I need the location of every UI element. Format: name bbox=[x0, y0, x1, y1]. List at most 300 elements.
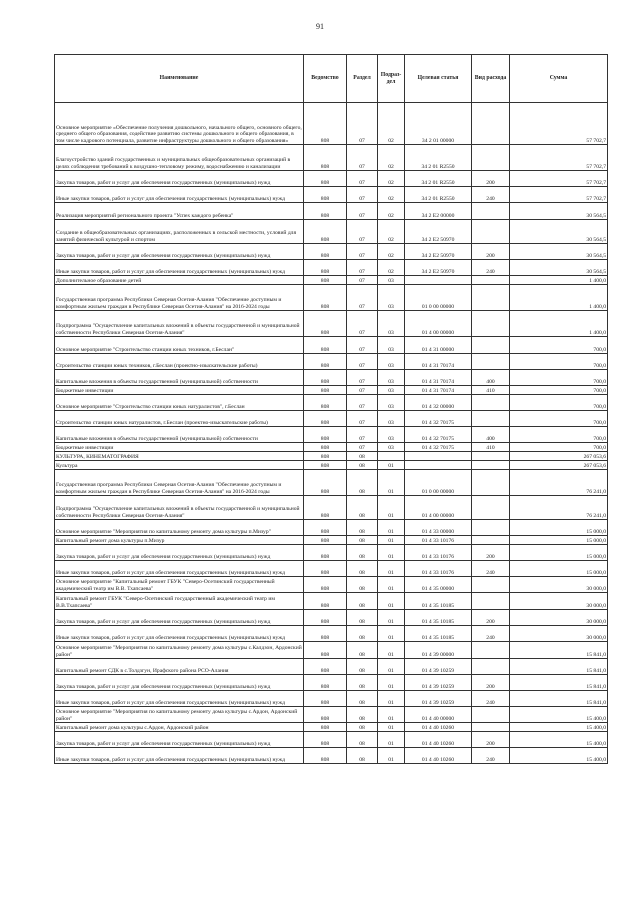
row-amount: 57 702,7 bbox=[510, 171, 608, 187]
table-row bbox=[55, 395, 608, 411]
row-section: 07 bbox=[347, 370, 378, 386]
table-row bbox=[55, 748, 608, 764]
row-subsection: 03 bbox=[378, 386, 405, 395]
row-department: 808 bbox=[304, 675, 347, 691]
row-name: Строительство станции юных техников, г.Беслан (проектно-изыскательские работы) bbox=[55, 354, 304, 370]
row-name: Капитальные вложения в объекты государственной (муниципальной) собственности bbox=[55, 370, 304, 386]
row-target-article: 01 4 40 10260 bbox=[405, 748, 472, 764]
row-expense-kind bbox=[472, 593, 510, 610]
row-expense-kind bbox=[472, 496, 510, 520]
row-amount: 57 702,7 bbox=[510, 145, 608, 171]
row-target-article: 01 4 35 10185 bbox=[405, 626, 472, 642]
row-subsection: 02 bbox=[378, 171, 405, 187]
table-row bbox=[55, 691, 608, 707]
row-target-article: 01 0 00 00000 bbox=[405, 470, 472, 496]
row-expense-kind bbox=[472, 577, 510, 593]
row-section: 08 bbox=[347, 707, 378, 723]
row-section: 08 bbox=[347, 642, 378, 659]
row-department: 808 bbox=[304, 470, 347, 496]
row-expense-kind: 410 bbox=[472, 386, 510, 395]
row-name: Создание в общеобразовательных организациях, расположенных в сельской местности, условий для занятий физической культурой и спортом bbox=[55, 220, 304, 244]
table-row bbox=[55, 675, 608, 691]
table-row bbox=[55, 337, 608, 354]
row-expense-kind bbox=[472, 276, 510, 285]
row-subsection: 01 bbox=[378, 675, 405, 691]
row-amount: 1 400,0 bbox=[510, 311, 608, 337]
table-row bbox=[55, 285, 608, 311]
row-department: 808 bbox=[304, 452, 347, 461]
row-amount: 15 400,0 bbox=[510, 732, 608, 748]
row-target-article: 01 4 33 00000 bbox=[405, 520, 472, 536]
row-department: 808 bbox=[304, 461, 347, 470]
row-expense-kind: 200 bbox=[472, 171, 510, 187]
row-expense-kind: 200 bbox=[472, 545, 510, 561]
row-section: 07 bbox=[347, 220, 378, 244]
header-target-article: Целевая статья bbox=[405, 55, 472, 103]
row-name: Иные закупки товаров, работ и услуг для обеспечения государственных (муниципальных) нужд bbox=[55, 626, 304, 642]
row-expense-kind bbox=[472, 723, 510, 732]
table-row bbox=[55, 536, 608, 545]
table-row bbox=[55, 723, 608, 732]
table-row bbox=[55, 496, 608, 520]
row-target-article: 01 4 31 70174 bbox=[405, 386, 472, 395]
row-section: 08 bbox=[347, 593, 378, 610]
table-row bbox=[55, 220, 608, 244]
row-amount: 15 000,0 bbox=[510, 520, 608, 536]
row-target-article bbox=[405, 452, 472, 461]
row-amount: 30 564,5 bbox=[510, 260, 608, 276]
row-subsection: 01 bbox=[378, 520, 405, 536]
row-target-article: 01 4 00 00000 bbox=[405, 311, 472, 337]
table-row bbox=[55, 561, 608, 577]
row-subsection: 03 bbox=[378, 276, 405, 285]
row-subsection: 02 bbox=[378, 260, 405, 276]
row-department: 808 bbox=[304, 707, 347, 723]
row-amount: 30 564,5 bbox=[510, 220, 608, 244]
table-row bbox=[55, 103, 608, 145]
row-target-article: 34 2 01 R2550 bbox=[405, 171, 472, 187]
row-section: 07 bbox=[347, 244, 378, 260]
row-subsection: 01 bbox=[378, 593, 405, 610]
row-department: 808 bbox=[304, 103, 347, 145]
row-section: 07 bbox=[347, 103, 378, 145]
row-subsection: 01 bbox=[378, 732, 405, 748]
row-name: Бюджетные инвестиции bbox=[55, 443, 304, 452]
row-subsection: 03 bbox=[378, 285, 405, 311]
table-row bbox=[55, 311, 608, 337]
row-department: 808 bbox=[304, 691, 347, 707]
row-name: Основное мероприятие "Мероприятия по капитальному ремонту дома культуры с.Ардон, Ардонский район" bbox=[55, 707, 304, 723]
row-expense-kind bbox=[472, 311, 510, 337]
row-department: 808 bbox=[304, 610, 347, 626]
row-section: 08 bbox=[347, 496, 378, 520]
row-department: 808 bbox=[304, 496, 347, 520]
row-section: 07 bbox=[347, 354, 378, 370]
row-amount: 15 841,0 bbox=[510, 691, 608, 707]
table-row bbox=[55, 659, 608, 675]
row-target-article: 01 4 39 10259 bbox=[405, 659, 472, 675]
row-amount: 15 400,0 bbox=[510, 707, 608, 723]
row-section: 07 bbox=[347, 187, 378, 203]
row-target-article bbox=[405, 461, 472, 470]
row-expense-kind: 240 bbox=[472, 187, 510, 203]
row-department: 808 bbox=[304, 354, 347, 370]
row-subsection: 01 bbox=[378, 545, 405, 561]
row-amount: 267 053,6 bbox=[510, 461, 608, 470]
row-department: 808 bbox=[304, 427, 347, 443]
row-target-article: 34 2 01 R2550 bbox=[405, 187, 472, 203]
row-department: 808 bbox=[304, 626, 347, 642]
row-expense-kind bbox=[472, 520, 510, 536]
table-row bbox=[55, 642, 608, 659]
row-department: 808 bbox=[304, 561, 347, 577]
row-expense-kind bbox=[472, 452, 510, 461]
row-section: 08 bbox=[347, 610, 378, 626]
row-subsection: 02 bbox=[378, 203, 405, 220]
row-target-article: 34 2 01 00000 bbox=[405, 103, 472, 145]
row-subsection: 01 bbox=[378, 610, 405, 626]
table-row bbox=[55, 370, 608, 386]
row-department: 808 bbox=[304, 337, 347, 354]
table-row bbox=[55, 470, 608, 496]
row-name: Капитальный ремонт дома культуры п.Мизур bbox=[55, 536, 304, 545]
table-row bbox=[55, 707, 608, 723]
row-target-article: 01 4 32 00000 bbox=[405, 395, 472, 411]
row-amount: 57 702,7 bbox=[510, 103, 608, 145]
row-name: Подпрограмма "Осуществление капитальных вложений в объекты государственной и муниципальной собственности Республики Северная Осетия-Алания" bbox=[55, 496, 304, 520]
table-row bbox=[55, 187, 608, 203]
row-section: 08 bbox=[347, 561, 378, 577]
row-expense-kind bbox=[472, 536, 510, 545]
row-name: Реализация мероприятий регионального проекта "Успех каждого ребенка" bbox=[55, 203, 304, 220]
row-expense-kind: 240 bbox=[472, 691, 510, 707]
row-section: 07 bbox=[347, 171, 378, 187]
row-target-article: 34 2 E2 50970 bbox=[405, 244, 472, 260]
row-expense-kind: 200 bbox=[472, 610, 510, 626]
row-expense-kind: 240 bbox=[472, 561, 510, 577]
row-amount: 700,0 bbox=[510, 354, 608, 370]
row-department: 808 bbox=[304, 220, 347, 244]
row-target-article: 01 4 35 00000 bbox=[405, 577, 472, 593]
row-target-article: 01 4 33 10176 bbox=[405, 536, 472, 545]
row-target-article: 01 4 39 10259 bbox=[405, 675, 472, 691]
row-amount: 15 841,0 bbox=[510, 642, 608, 659]
row-subsection: 03 bbox=[378, 427, 405, 443]
row-name: Иные закупки товаров, работ и услуг для обеспечения государственных (муниципальных) нужд bbox=[55, 748, 304, 764]
row-department: 808 bbox=[304, 145, 347, 171]
row-name: Основное мероприятие "Мероприятия по капитальному ремонту дома культуры с.Калдзон, Ардонский район" bbox=[55, 642, 304, 659]
row-target-article: 01 4 40 00000 bbox=[405, 707, 472, 723]
row-department: 808 bbox=[304, 187, 347, 203]
row-amount: 700,0 bbox=[510, 395, 608, 411]
row-section: 08 bbox=[347, 675, 378, 691]
row-section: 07 bbox=[347, 411, 378, 427]
table-row bbox=[55, 461, 608, 470]
row-subsection: 01 bbox=[378, 496, 405, 520]
table-row bbox=[55, 577, 608, 593]
row-target-article: 01 4 31 70174 bbox=[405, 354, 472, 370]
row-amount: 267 053,6 bbox=[510, 452, 608, 461]
row-department: 808 bbox=[304, 370, 347, 386]
row-amount: 700,0 bbox=[510, 427, 608, 443]
row-target-article: 01 4 32 70175 bbox=[405, 443, 472, 452]
table-row bbox=[55, 411, 608, 427]
row-section: 07 bbox=[347, 443, 378, 452]
row-subsection: 01 bbox=[378, 659, 405, 675]
row-expense-kind bbox=[472, 285, 510, 311]
row-amount: 76 241,0 bbox=[510, 496, 608, 520]
row-section: 08 bbox=[347, 536, 378, 545]
row-name: Основное мероприятие "Мероприятия по капитальному ремонту дома культуры п.Мизур" bbox=[55, 520, 304, 536]
row-target-article: 01 4 31 00000 bbox=[405, 337, 472, 354]
table-row bbox=[55, 203, 608, 220]
row-name: Капитальный ремонт дома культуры с.Ардон, Ардонский район bbox=[55, 723, 304, 732]
page-number: 91 bbox=[316, 22, 324, 31]
row-name: Благоустройство зданий государственных и муниципальных общеобразовательных организаций в целях соблюдения требований к воздушно-тепловому режиму, водоснабжению и канализации bbox=[55, 145, 304, 171]
row-amount: 30 000,0 bbox=[510, 593, 608, 610]
row-amount: 15 400,0 bbox=[510, 748, 608, 764]
row-target-article: 01 4 00 00000 bbox=[405, 496, 472, 520]
row-department: 808 bbox=[304, 443, 347, 452]
row-section: 07 bbox=[347, 427, 378, 443]
row-department: 808 bbox=[304, 285, 347, 311]
row-subsection: 02 bbox=[378, 244, 405, 260]
row-amount: 15 000,0 bbox=[510, 561, 608, 577]
row-section: 07 bbox=[347, 145, 378, 171]
row-subsection: 03 bbox=[378, 443, 405, 452]
row-amount: 1 400,0 bbox=[510, 276, 608, 285]
table-row bbox=[55, 386, 608, 395]
row-target-article: 01 4 39 00000 bbox=[405, 642, 472, 659]
row-department: 808 bbox=[304, 577, 347, 593]
row-amount: 30 000,0 bbox=[510, 610, 608, 626]
row-subsection: 01 bbox=[378, 723, 405, 732]
row-target-article: 01 4 32 70175 bbox=[405, 411, 472, 427]
row-amount: 15 000,0 bbox=[510, 536, 608, 545]
row-section: 08 bbox=[347, 659, 378, 675]
row-expense-kind: 240 bbox=[472, 748, 510, 764]
row-amount: 1 400,0 bbox=[510, 285, 608, 311]
table-row bbox=[55, 626, 608, 642]
row-subsection: 03 bbox=[378, 411, 405, 427]
row-target-article: 01 0 00 00000 bbox=[405, 285, 472, 311]
row-section: 07 bbox=[347, 337, 378, 354]
row-expense-kind bbox=[472, 411, 510, 427]
row-department: 808 bbox=[304, 593, 347, 610]
table-row bbox=[55, 593, 608, 610]
row-target-article: 01 4 40 10260 bbox=[405, 732, 472, 748]
row-name: Иные закупки товаров, работ и услуг для обеспечения государственных (муниципальных) нужд bbox=[55, 691, 304, 707]
row-section: 08 bbox=[347, 748, 378, 764]
table-row bbox=[55, 520, 608, 536]
row-expense-kind: 400 bbox=[472, 370, 510, 386]
row-expense-kind bbox=[472, 395, 510, 411]
table-row bbox=[55, 171, 608, 187]
row-name: КУЛЬТУРА, КИНЕМАТОГРАФИЯ bbox=[55, 452, 304, 461]
row-subsection bbox=[378, 452, 405, 461]
row-name: Закупка товаров, работ и услуг для обеспечения государственных (муниципальных) нужд bbox=[55, 732, 304, 748]
row-amount: 700,0 bbox=[510, 386, 608, 395]
row-department: 808 bbox=[304, 395, 347, 411]
row-section: 07 bbox=[347, 276, 378, 285]
row-expense-kind bbox=[472, 461, 510, 470]
row-department: 808 bbox=[304, 748, 347, 764]
row-subsection: 03 bbox=[378, 311, 405, 337]
row-name: Подпрограмма "Осуществление капитальных вложений в объекты государственной и муниципальной собственности Республики Северная Осетия-Алания" bbox=[55, 311, 304, 337]
row-department: 808 bbox=[304, 545, 347, 561]
row-expense-kind bbox=[472, 354, 510, 370]
row-expense-kind bbox=[472, 220, 510, 244]
row-section: 07 bbox=[347, 311, 378, 337]
row-target-article: 34 2 E2 50970 bbox=[405, 260, 472, 276]
row-name: Закупка товаров, работ и услуг для обеспечения государственных (муниципальных) нужд bbox=[55, 244, 304, 260]
row-target-article: 34 2 E2 50970 bbox=[405, 220, 472, 244]
row-subsection: 01 bbox=[378, 748, 405, 764]
row-name: Бюджетные инвестиции bbox=[55, 386, 304, 395]
row-target-article: 34 2 E2 00000 bbox=[405, 203, 472, 220]
row-name: Основное мероприятие «Обеспечение получения дошкольного, начального общего, основного общего, среднего общего образования, содействие развитию системы дошкольного и общего образования, в том числе кадрового потенциала, развитие инфраструктуры дошкольного и общего образования» bbox=[55, 103, 304, 145]
row-department: 808 bbox=[304, 536, 347, 545]
row-department: 808 bbox=[304, 171, 347, 187]
row-section: 08 bbox=[347, 461, 378, 470]
header-department: Ведомство bbox=[304, 55, 347, 103]
row-name: Государственная программа Республики Северная Осетия-Алания "Обеспечение доступным и комфортным жильем граждан в Республике Северная Осетия-Алания" на 2016-2024 годы bbox=[55, 470, 304, 496]
row-department: 808 bbox=[304, 244, 347, 260]
row-subsection: 03 bbox=[378, 354, 405, 370]
budget-table bbox=[54, 54, 608, 764]
row-section: 08 bbox=[347, 691, 378, 707]
row-subsection: 01 bbox=[378, 626, 405, 642]
row-section: 07 bbox=[347, 285, 378, 311]
row-section: 08 bbox=[347, 520, 378, 536]
row-target-article: 01 4 31 70174 bbox=[405, 370, 472, 386]
row-target-article: 01 4 33 10176 bbox=[405, 545, 472, 561]
row-name: Основное мероприятие "Строительство станции юных натуралистов", г.Беслан bbox=[55, 395, 304, 411]
row-expense-kind bbox=[472, 642, 510, 659]
row-subsection: 03 bbox=[378, 337, 405, 354]
row-department: 808 bbox=[304, 260, 347, 276]
row-name: Основное мероприятие "Капитальный ремонт ГБУК "Северо-Осетинский государственный академический театр им В.В. Тхапсаева" bbox=[55, 577, 304, 593]
row-section: 08 bbox=[347, 577, 378, 593]
row-expense-kind bbox=[472, 337, 510, 354]
row-expense-kind bbox=[472, 103, 510, 145]
row-department: 808 bbox=[304, 311, 347, 337]
row-section: 07 bbox=[347, 203, 378, 220]
row-expense-kind bbox=[472, 145, 510, 171]
row-section: 08 bbox=[347, 470, 378, 496]
row-subsection: 03 bbox=[378, 370, 405, 386]
table-row bbox=[55, 452, 608, 461]
row-name: Иные закупки товаров, работ и услуг для обеспечения государственных (муниципальных) нужд bbox=[55, 260, 304, 276]
row-name: Культура bbox=[55, 461, 304, 470]
row-subsection: 01 bbox=[378, 691, 405, 707]
row-target-article bbox=[405, 276, 472, 285]
row-amount: 700,0 bbox=[510, 411, 608, 427]
row-subsection: 01 bbox=[378, 561, 405, 577]
row-section: 08 bbox=[347, 626, 378, 642]
row-subsection: 02 bbox=[378, 187, 405, 203]
row-name: Закупка товаров, работ и услуг для обеспечения государственных (муниципальных) нужд bbox=[55, 171, 304, 187]
row-expense-kind: 240 bbox=[472, 626, 510, 642]
table-row bbox=[55, 260, 608, 276]
row-amount: 15 841,0 bbox=[510, 659, 608, 675]
row-subsection: 02 bbox=[378, 103, 405, 145]
row-expense-kind bbox=[472, 203, 510, 220]
row-amount: 30 000,0 bbox=[510, 577, 608, 593]
row-expense-kind: 200 bbox=[472, 675, 510, 691]
row-amount: 30 000,0 bbox=[510, 626, 608, 642]
row-target-article: 01 4 32 70175 bbox=[405, 427, 472, 443]
row-name: Капитальный ремонт ГБУК "Северо-Осетинский государственный академический театр им В.В.Тхапсаева" bbox=[55, 593, 304, 610]
row-expense-kind: 200 bbox=[472, 244, 510, 260]
row-target-article: 01 4 40 10260 bbox=[405, 723, 472, 732]
row-section: 07 bbox=[347, 260, 378, 276]
row-name: Иные закупки товаров, работ и услуг для обеспечения государственных (муниципальных) нужд bbox=[55, 187, 304, 203]
row-section: 07 bbox=[347, 386, 378, 395]
row-name: Основное мероприятие "Строительство станции юных техников, г.Беслан" bbox=[55, 337, 304, 354]
row-target-article: 01 4 35 10185 bbox=[405, 610, 472, 626]
row-amount: 700,0 bbox=[510, 337, 608, 354]
row-department: 808 bbox=[304, 659, 347, 675]
header-name: Наименование bbox=[55, 55, 304, 103]
row-name: Строительство станции юных натуралистов, г.Беслан (проектно-изыскательские работы) bbox=[55, 411, 304, 427]
header-section: Раздел bbox=[347, 55, 378, 103]
row-name: Капитальные вложения в объекты государственной (муниципальной) собственности bbox=[55, 427, 304, 443]
row-subsection: 01 bbox=[378, 642, 405, 659]
row-subsection: 02 bbox=[378, 220, 405, 244]
row-amount: 15 400,0 bbox=[510, 723, 608, 732]
table-row bbox=[55, 427, 608, 443]
row-section: 08 bbox=[347, 545, 378, 561]
row-expense-kind: 410 bbox=[472, 443, 510, 452]
table-row bbox=[55, 545, 608, 561]
row-amount: 57 702,7 bbox=[510, 187, 608, 203]
row-subsection: 01 bbox=[378, 536, 405, 545]
row-department: 808 bbox=[304, 520, 347, 536]
table-row bbox=[55, 145, 608, 171]
row-name: Государственная программа Республики Северная Осетия-Алания "Обеспечение доступным и комфортным жильем граждан в Республике Северная Осетия-Алания" на 2016-2024 годы bbox=[55, 285, 304, 311]
row-amount: 700,0 bbox=[510, 443, 608, 452]
row-name: Закупка товаров, работ и услуг для обеспечения государственных (муниципальных) нужд bbox=[55, 675, 304, 691]
row-amount: 30 564,5 bbox=[510, 244, 608, 260]
row-amount: 15 841,0 bbox=[510, 675, 608, 691]
row-section: 07 bbox=[347, 395, 378, 411]
row-amount: 700,0 bbox=[510, 370, 608, 386]
row-department: 808 bbox=[304, 276, 347, 285]
row-subsection: 03 bbox=[378, 395, 405, 411]
row-target-article: 01 4 33 10176 bbox=[405, 561, 472, 577]
row-target-article: 34 2 01 R2550 bbox=[405, 145, 472, 171]
row-department: 808 bbox=[304, 723, 347, 732]
row-expense-kind: 200 bbox=[472, 732, 510, 748]
table-row bbox=[55, 732, 608, 748]
row-amount: 76 241,0 bbox=[510, 470, 608, 496]
row-expense-kind: 400 bbox=[472, 427, 510, 443]
row-subsection: 01 bbox=[378, 707, 405, 723]
row-name: Дополнительное образование детей bbox=[55, 276, 304, 285]
table-row bbox=[55, 610, 608, 626]
row-subsection: 02 bbox=[378, 145, 405, 171]
row-department: 808 bbox=[304, 386, 347, 395]
row-department: 808 bbox=[304, 732, 347, 748]
row-expense-kind bbox=[472, 470, 510, 496]
row-name: Закупка товаров, работ и услуг для обеспечения государственных (муниципальных) нужд bbox=[55, 610, 304, 626]
row-name: Иные закупки товаров, работ и услуг для обеспечения государственных (муниципальных) нужд bbox=[55, 561, 304, 577]
header-amount: Сумма bbox=[510, 55, 608, 103]
row-amount: 15 000,0 bbox=[510, 545, 608, 561]
row-expense-kind: 240 bbox=[472, 260, 510, 276]
row-department: 808 bbox=[304, 411, 347, 427]
